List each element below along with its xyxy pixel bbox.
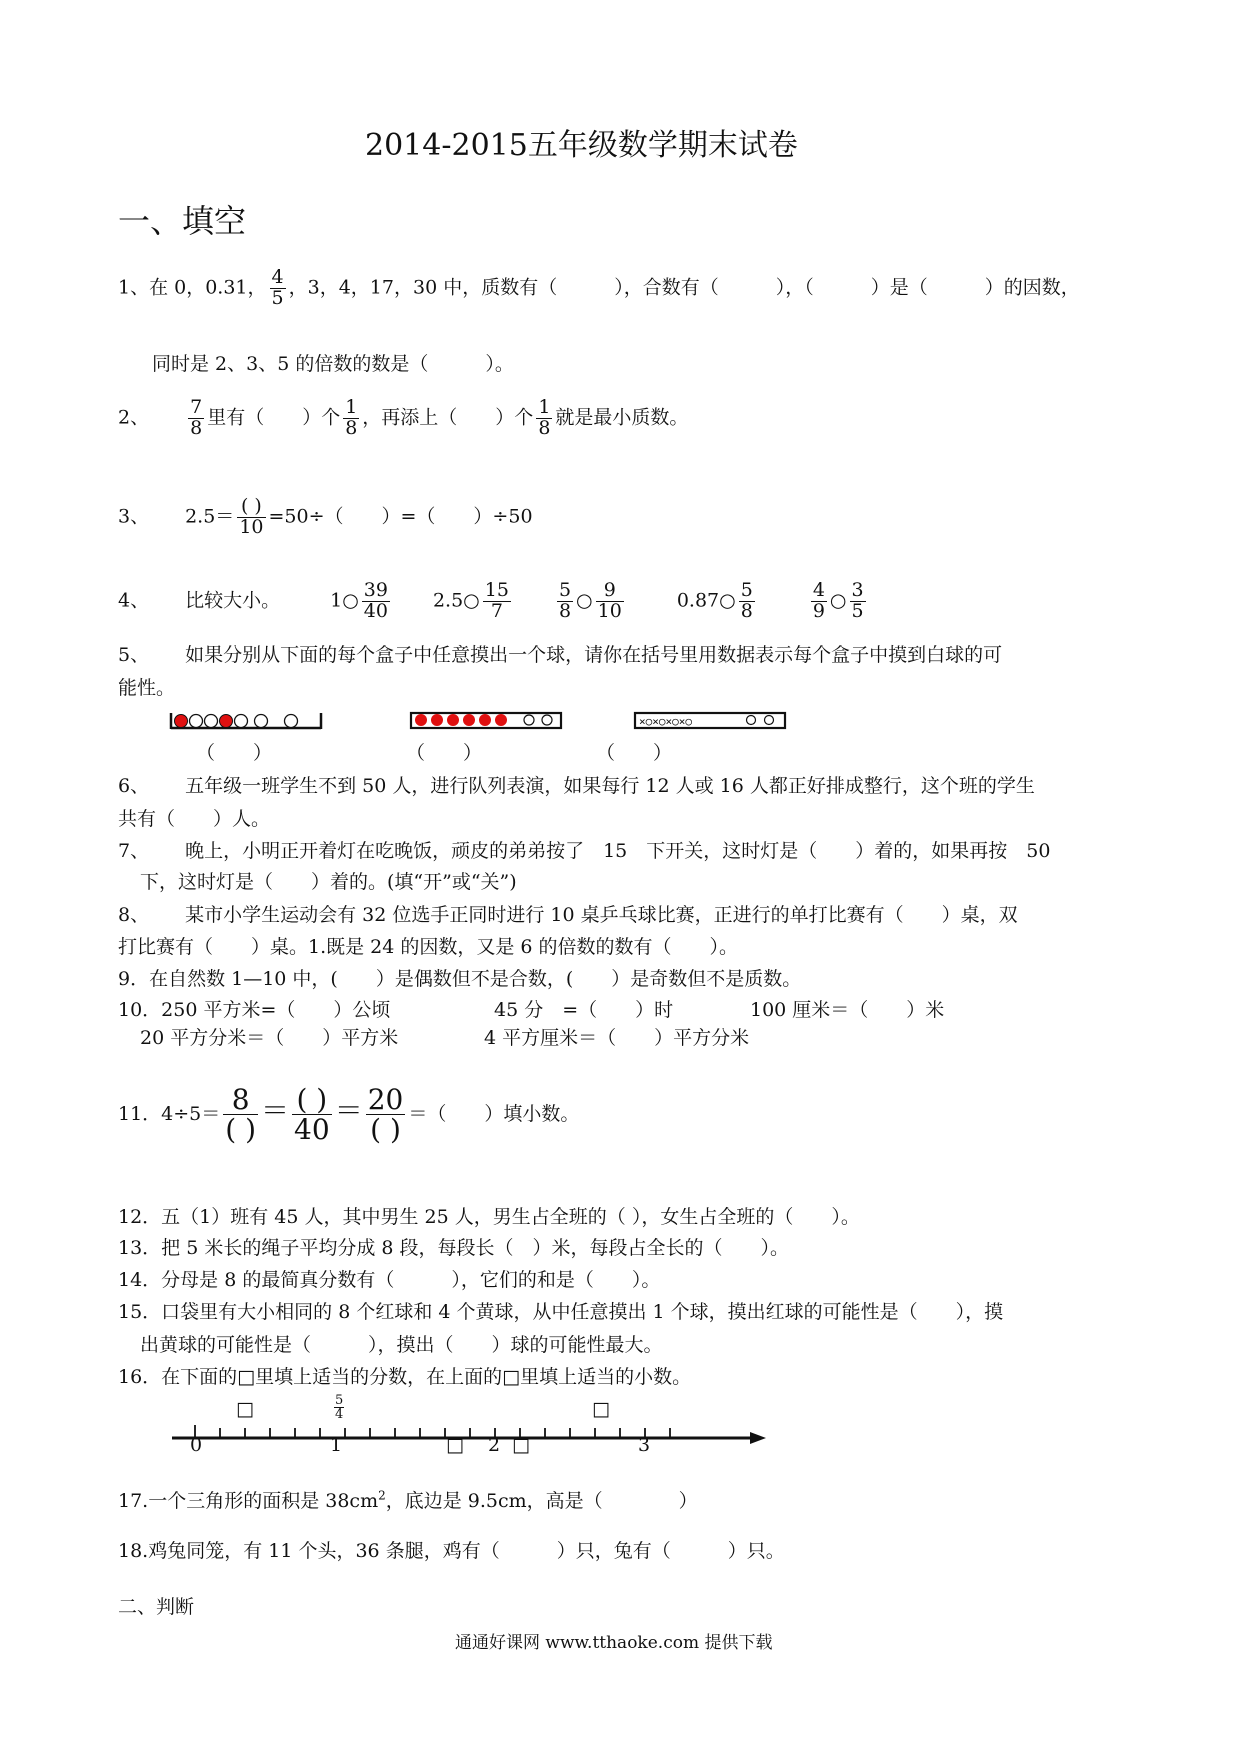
svg-text:×○×○×○×○: ×○×○×○×○	[639, 715, 692, 728]
question-17: 17.一个三角形的面积是 $38cm^2$，底边是 9.5cm，高是（ ）	[118, 1488, 698, 1512]
answer-box-top-1: □	[236, 1398, 254, 1420]
tick-label-1: 1	[330, 1434, 343, 1456]
answer-box-bottom-2: □	[512, 1434, 530, 1456]
question-5: 5、 如果分别从下面的每个盒子中任意摸出一个球，请你在括号里用数据表示每个盒子中摸到白球的可	[118, 644, 1003, 666]
question-10-c: 100 厘米＝（ ）米	[750, 999, 945, 1021]
question-1-line-2: 同时是 2、3、5 的倍数的数是（ ）。	[152, 353, 514, 375]
ball-box-1	[171, 713, 321, 729]
footer-credit: 通通好课网 www.tthaoke.com 提供下载	[455, 1633, 773, 1653]
tick-label-2: 2	[488, 1434, 501, 1456]
answer-paren-3: （ ）	[596, 742, 673, 764]
question-6: 6、 五年级一班学生不到 50 人，进行队列表演，如果每行 12 人或 16 人都正好排成整行，这个班的学生	[118, 775, 1035, 797]
question-1: 1、在 0，0.31， $\frac{4}{5}$ ，3，4，17，30 中，质数有（ ），合数有（ ），（ ）是（ ）的因数，	[118, 266, 1080, 309]
fraction: $\frac{4}{5}$	[271, 266, 284, 309]
question-11: 11．4÷5＝ $\frac{8}{( )}$ ＝ $\frac{( )}{40}$ ＝ $\frac{20}{( )}$ ＝（ ）填小数。	[118, 1083, 580, 1147]
question-3: 3、 2.5＝ $\frac{( )}{10}$ =50÷（ ）=（ ）÷50	[118, 495, 533, 538]
question-10-a: 10．250 平方米=（ ）公顷	[118, 999, 391, 1021]
question-7-line-2: 下，这时灯是（ ）着的。(填“开”或“关”)	[140, 871, 517, 893]
question-15: 15．口袋里有大小相同的 8 个红球和 4 个黄球，从中任意摸出 1 个球，摸出红球的可能性是（ ），摸	[118, 1301, 1004, 1323]
question-2: 2、 $\frac{7}{8}$ 里有（ ）个 $\frac{1}{8}$ ，再添上（ ）个 $\frac{1}{8}$ 就是最小质数。	[118, 396, 689, 439]
section-heading-judge: 二、判断	[118, 1596, 195, 1618]
number-line	[160, 1392, 780, 1462]
question-6-line-2: 共有（ ）人。	[118, 808, 271, 830]
fraction: $\frac{8}{( )}$	[225, 1083, 257, 1147]
ball-boxes	[165, 705, 805, 737]
question-10-d: 20 平方分米＝（ ）平方米	[140, 1027, 399, 1049]
fraction: $\frac{1}{8}$	[345, 396, 358, 439]
section-heading-fill-blank: 一、填空	[118, 202, 247, 240]
fraction: $\frac{( )}{40}$	[294, 1083, 330, 1147]
answer-box-bottom-1: □	[446, 1434, 464, 1456]
question-18: 18.鸡兔同笼，有 11 个头，36 条腿，鸡有（ ）只，兔有（ ）只。	[118, 1540, 785, 1562]
question-9: 9．在自然数 1—10 中，( ）是偶数但不是合数，( ）是奇数但不是质数。	[118, 968, 802, 990]
question-12: 12．五（1）班有 45 人，其中男生 25 人，男生占全班的（ ），女生占全班的（ ）。	[118, 1206, 860, 1228]
question-15-line-2: 出黄球的可能性是（ ），摸出（ ）球的可能性最大。	[140, 1334, 663, 1356]
fraction: $\frac{7}{8}$	[190, 396, 203, 439]
answer-box-top-2: □	[592, 1398, 610, 1420]
answer-paren-1: （ ）	[196, 742, 273, 764]
question-5-line-2: 能性。	[118, 677, 176, 699]
ball-box-3	[635, 713, 785, 728]
question-4: 4、 比较大小。 1○ $\frac{39}{40}$ 2.5○ $\frac{15}{7}$ $\frac{5}{8}$ ○ $\frac{9}{10}$ 0.87○ $\frac{5}{8}$ $\frac{4}{9}$ ○ $\frac{3}{5}$	[118, 579, 864, 622]
question-14: 14．分母是 8 的最简真分数有（ ），它们的和是（ ）。	[118, 1269, 661, 1291]
page-title: 2014-2015五年级数学期末试卷	[365, 128, 798, 163]
question-13: 13．把 5 米长的绳子平均分成 8 段，每段长（ ）米，每段占全长的（ ）。	[118, 1237, 790, 1259]
question-8: 8、 某市小学生运动会有 32 位选手正同时进行 10 桌乒乓球比赛，正进行的单打比赛有（ ）桌，双	[118, 904, 1018, 926]
fraction: $\frac{( )}{10}$	[239, 495, 264, 538]
question-8-line-2: 打比赛有（ ）桌。1.既是 24 的因数，又是 6 的倍数的数有（ ）。	[118, 936, 739, 958]
tick-label-0: 0	[190, 1434, 203, 1456]
fraction: $\frac{1}{8}$	[538, 396, 551, 439]
question-10-b: 45 分 =（ ）时	[494, 999, 674, 1021]
question-10-e: 4 平方厘米＝（ ）平方分米	[484, 1027, 750, 1049]
question-16: 16．在下面的□里填上适当的分数，在上面的□里填上适当的小数。	[118, 1366, 692, 1388]
tick-label-3: 3	[638, 1434, 651, 1456]
question-7: 7、 晚上，小明正开着灯在吃晚饭，顽皮的弟弟按了 15 下开关，这时灯是（ ）着的，如果再按 50	[118, 840, 1051, 862]
ball-box-2	[411, 713, 561, 728]
fraction-label: 5 4	[335, 1393, 344, 1422]
answer-paren-2: （ ）	[406, 742, 483, 764]
fraction: $\frac{20}{( )}$	[367, 1083, 404, 1147]
